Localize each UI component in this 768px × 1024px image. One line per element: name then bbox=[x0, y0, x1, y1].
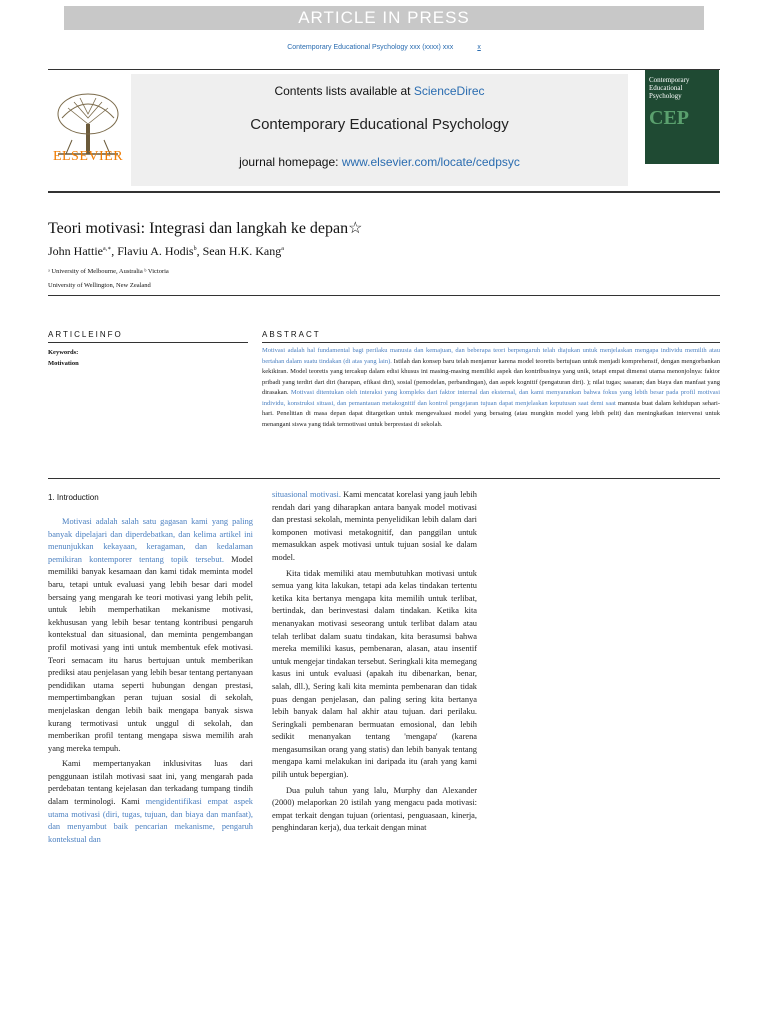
body-column-right bbox=[272, 489, 477, 835]
paragraph-2-cont-highlight: situasional motivasi. bbox=[272, 490, 341, 499]
homepage-link[interactable]: www.elsevier.com/locate/cedpsyc bbox=[341, 155, 520, 169]
cover-line-1: Contemporary bbox=[649, 76, 690, 84]
abstract-highlight-2: Motivasi ditentukan oleh interaksi yang kompleks dari faktor internal dan eksternal, dan kami menyarankan bahwa fokus yang lebih besar pada profil motivasi individu, konstruksi situasi, dan pemantauan metakognitif dan kontrol pengejaran tujuan dapat menjelaskan keputusan saat demi saat bbox=[262, 389, 720, 407]
section-heading-introduction: 1. Introduction bbox=[48, 493, 99, 502]
citation-text[interactable]: Contemporary Educational Psychology xxx (xxxx) xxx bbox=[287, 44, 454, 51]
author-2[interactable]: Flaviu A. Hodis bbox=[117, 244, 194, 258]
contents-prefix: Contents lists available at bbox=[274, 84, 411, 98]
abstract-highlight-1: Motivasi adalah hal fundamental bagi perilaku manusia dan kemajuan, dan beberapa teori berpengaruh telah diajukan untuk menjelaskan mengapa individu memilih atau bertahan dalam suatu tindakan (di atas yang lain). bbox=[262, 347, 720, 365]
paragraph-3: Kita tidak memiliki atau membutuhkan motivasi untuk semua yang kita lakukan, tetapi ada kelas tindakan tertentu ketika kita bertanya mengapa kita memilih untuk terlibat, bertindak, dan berinvestasi dalam tindakan. Ketika kita menanyakan motivasi seseorang untuk terlibat dalam atau telah terlibat dalam suatu tindakan, kita berasumsi bahwa mereka memiliki kasus, pembenaran, alasan, atau insentif untuk mengejar tindakan tersebut. Seringkali kita memegang kasus ini untuk evaluasi (apakah itu dibenarkan, benar, salah, dll.), Sering kali kita meminta pembenaran dan tidak puas dengan penjelasan, dan paling sering kita bertanya lebih banyak dalam hal akhir atau tujuan. dari perilaku. Seringkali pembenaran bermuatan emosional, dan lebih sedikit menanyakan tentang 'mengapa' (karena mengasumsikan orang yang statis) dan lebih banyak tentang mengapa kami melakukan ini daripada itu (arah yang kami pilih untuk bepergian). bbox=[272, 568, 477, 780]
journal-cover-image bbox=[645, 70, 719, 164]
abstract-bottom-rule bbox=[48, 478, 720, 479]
paragraph-2 bbox=[48, 758, 253, 846]
paragraph-2-continued bbox=[272, 489, 477, 565]
sciencedirect-link[interactable]: ScienceDirec bbox=[413, 84, 485, 98]
paragraph-4: Dua puluh tahun yang lalu, Murphy dan Alexander (2000) melaporkan 20 istilah yang mengacu pada motivasi: empat terkait dengan tujuan (orientasi, penguasaan, kinerja, penghindaran kerja), dua terkait dengan minat bbox=[272, 785, 477, 833]
paragraph-1 bbox=[48, 516, 253, 755]
citation-mark[interactable]: x bbox=[477, 44, 481, 51]
abstract-rule bbox=[262, 342, 720, 343]
paragraph-2-cont-body: Kami mencatat korelasi yang jauh lebih rendah dari yang diharapkan antara banyak model motivasi dan prestasi sekolah, meminta penyelidikan lebih dalam dari komponen motivasi metakognitif, dan panggilan untuk memasukkan aspek motivasi untuk tujuan sosial ke dalam model. bbox=[272, 490, 477, 562]
abstract-body-1: Istilah dan konsep baru telah menjamur karena model teoretis bertujuan untuk menjadi komprehensif, dengan mengorbankan kekikiran. Model teoretis yang tercakup dalam edisi khusus ini masing-masing memiliki aspek dan kontribusinya yang unik, tetapi empat dimensi utama menonjolnya: faktor pribadi yang terdiri dari diri (harapan, efikasi diri), sosial (pemodelan, perbandingan), dan aspek kognitif (pengaturan diri). ); nilai tugas; sasaran; dan biaya dan manfaat yang dirasakan. bbox=[262, 357, 720, 396]
body-column-left bbox=[48, 516, 253, 846]
abstract-text bbox=[262, 346, 720, 430]
article-in-press-banner: ARTICLE IN PRESS bbox=[64, 6, 704, 30]
header-bottom-rule bbox=[48, 191, 720, 193]
elsevier-wordmark: ELSEVIER bbox=[52, 149, 124, 164]
author-3[interactable]: Sean H.K. Kang bbox=[202, 244, 282, 258]
affiliation-1: ᵃ University of Melbourne, Australia ᵇ Victoria bbox=[48, 268, 169, 275]
article-info-rule bbox=[48, 342, 248, 343]
affiliation-2: University of Wellington, New Zealand bbox=[48, 282, 151, 289]
header-top-rule bbox=[48, 69, 720, 70]
paragraph-1-body: Model memiliki banyak kesamaan dan kami tidak meminta model baru, tetapi untuk evaluasi yang lebih besar dari model bersaing yang mengarah ke teori motivasi yang lebih pelit, untuk lebih memperhatikan mekanisme motivasi, kekhususan yang lebih besar tentang kontribusi pengaruh kontekstual dan situasional, dan meminta pengembangan profil motivasi yang inti untuk membentuk efek motivasi. Teori semacam itu harus bertujuan untuk memberikan prediksi atau penjelasan yang lebih besar tentang pertanyaan pendidikan utama seperti hubungan dengan prestasi, mempertimbangkan peran tujuan sosial di sekolah, menjelaskan dengan lebih baik mengapa banyak siswa kurang termotivasi untuk unggul di sekolah, dan memberikan profil tentang mengapa siswa memilih arah yang mereka tempuh. bbox=[48, 554, 254, 753]
keywords-label: Keywords: bbox=[48, 349, 79, 356]
journal-homepage bbox=[131, 155, 628, 169]
abstract-body-2: manusia buat dalam kehidupan sehari-hari. Penelitian di masa depan dapat ditargetkan untuk mengevaluasi model yang bersaing (atau mungkin model yang lebih pelit) dan meningkatkan intervensi untuk menangani siswa yang tidak termotivasi untuk berprestasi di sekolah. bbox=[262, 399, 720, 428]
keyword-item[interactable]: Motivation bbox=[48, 360, 79, 367]
article-title: Teori motivasi: Integrasi dan langkah ke depan☆ bbox=[48, 220, 363, 237]
cover-line-3: Psychology bbox=[649, 92, 682, 100]
article-info-label: ARTICLEINFO bbox=[48, 330, 123, 339]
author-3-sup: a bbox=[281, 246, 284, 252]
paragraph-1-highlight: Motivasi adalah salah satu gagasan kami yang paling banyak dipelajari dan diperdebatkan, dan kelima artikel ini menunjukkan kekayaan, keragaman, dan kedalaman pemikiran kontemporer tentang topik tersebut. bbox=[48, 517, 253, 564]
author-list: John Hattie$^{a,∗}$, Flaviu A. Hodis$^b$, Sean H.K. Kang$^a$ bbox=[48, 244, 284, 258]
journal-citation bbox=[0, 44, 768, 51]
author-2-sup: b bbox=[193, 246, 197, 252]
paragraph-2-body: Kami mempertanyakan inklusivitas luas dari penggunaan istilah motivasi saat ini, yang mengarah pada perdebatan tentang kejelasan dan terkadang tumpang tindih dalam terminologi. Kami bbox=[48, 759, 253, 807]
homepage-prefix: journal homepage: bbox=[239, 155, 339, 169]
cover-monogram: CEP bbox=[649, 107, 689, 129]
contents-line bbox=[131, 84, 628, 98]
journal-title: Contemporary Educational Psychology bbox=[250, 116, 509, 133]
author-1[interactable]: John Hattie bbox=[48, 244, 103, 258]
affiliation-rule bbox=[48, 295, 720, 296]
cover-line-2: Educational bbox=[649, 84, 683, 92]
abstract-label: ABSTRACT bbox=[262, 330, 321, 339]
paragraph-2-highlight: mengidentifikasi empat aspek utama motivasi (diri, tugas, tujuan, dan biaya dan manfaat), dan menyambut baik pencarian mekanisme, pengaruh kontekstual dan bbox=[48, 797, 253, 844]
author-1-sup: a,∗ bbox=[103, 246, 112, 252]
